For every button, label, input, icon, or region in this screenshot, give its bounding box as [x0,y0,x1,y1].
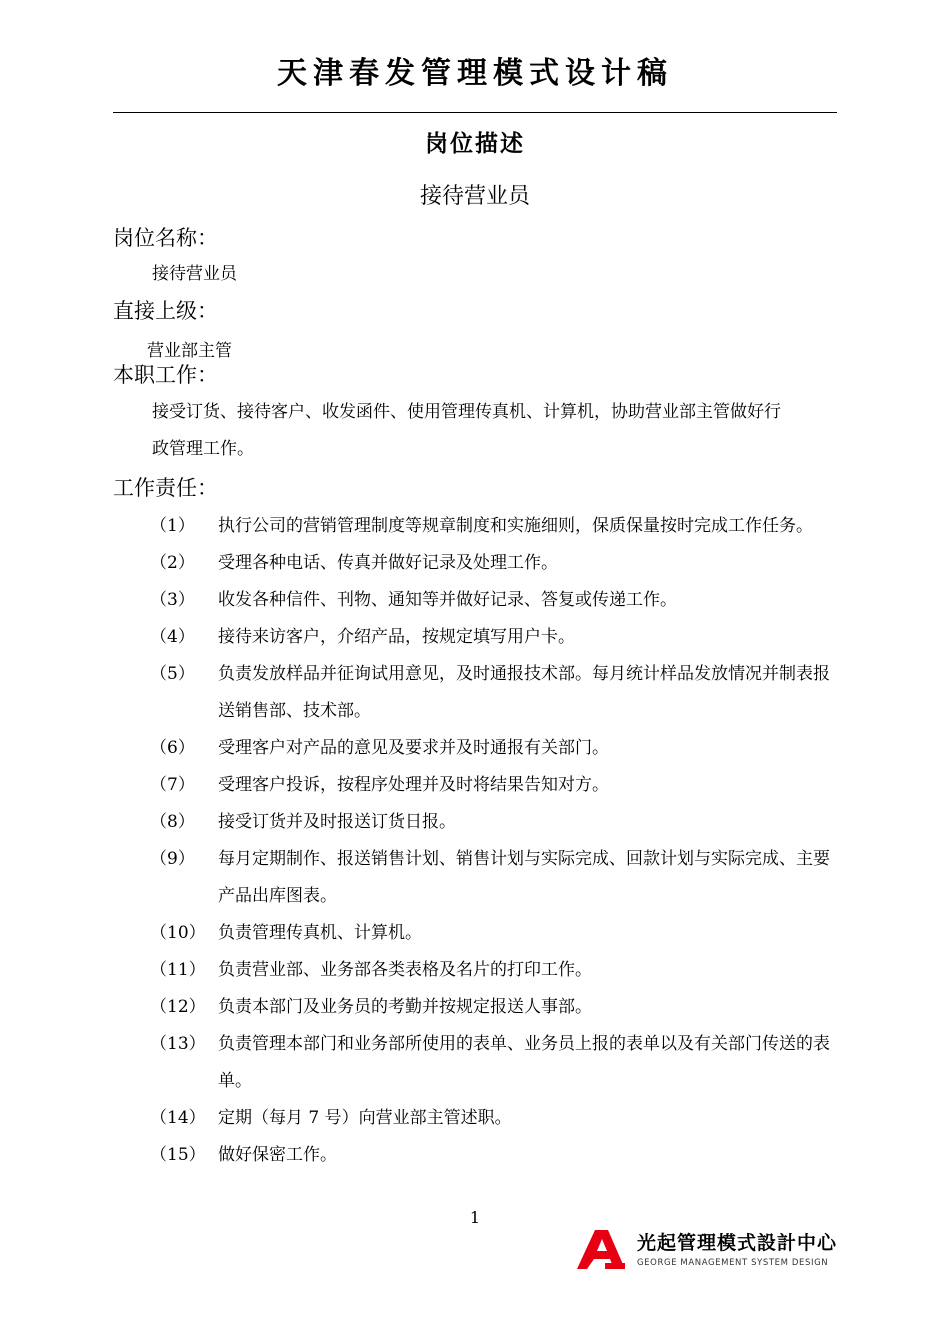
duty-text: 每月定期制作、报送销售计划、销售计划与实际完成、回款计划与实际完成、主要产品出库图表。 [218,849,830,906]
duty-item [150,656,850,730]
duty-number: （4） [150,627,195,647]
duty-text: 接待来访客户，介绍产品，按规定填写用户卡。 [218,627,575,647]
duty-item [150,1100,850,1137]
duty-text: 收发各种信件、刊物、通知等并做好记录、答复或传递工作。 [218,590,677,610]
duties-list [150,508,850,1174]
duty-text: 负责本部门及业务员的考勤并按规定报送人事部。 [218,997,592,1017]
duty-text: 负责发放样品并征询试用意见，及时通报技术部。每月统计样品发放情况并制表报送销售部、技术部。 [218,664,830,721]
role-label: 本职工作： [113,363,218,387]
publisher-logo [575,1228,845,1272]
duty-item [150,545,850,582]
duty-number: （13） [150,1034,206,1054]
logo-a-icon [575,1228,627,1270]
duty-number: （5） [150,664,195,684]
duty-item [150,841,850,915]
duty-text: 接受订货并及时报送订货日报。 [218,812,456,832]
duty-text: 定期（每月 7 号）向营业部主管述职。 [218,1108,512,1128]
section-heading: 岗位描述 [425,131,525,157]
duty-item [150,952,850,989]
page-number: 1 [469,1208,481,1227]
supervisor-value: 营业部主管 [147,341,232,361]
duty-item [150,508,850,545]
duty-number: （10） [150,923,206,943]
duty-number: （2） [150,553,195,573]
duty-number: （12） [150,997,206,1017]
duty-item [150,915,850,952]
duty-text: 负责营业部、业务部各类表格及名片的打印工作。 [218,960,592,980]
duty-text: 执行公司的营销管理制度等规章制度和实施细则，保质保量按时完成工作任务。 [218,516,813,536]
duty-text: 受理客户对产品的意见及要求并及时通报有关部门。 [218,738,609,758]
duty-text: 受理客户投诉，按程序处理并及时将结果告知对方。 [218,775,609,795]
position-title: 接待营业员 [419,184,530,209]
duty-text: 负责管理传真机、计算机。 [218,923,422,943]
duty-number: （7） [150,775,195,795]
position-name-label: 岗位名称： [113,226,218,250]
role-description-line2: 政管理工作。 [152,439,254,459]
duty-item [150,804,850,841]
supervisor-label: 直接上级： [113,299,218,323]
duty-number: （14） [150,1108,206,1128]
duty-number: （15） [150,1145,206,1165]
duties-label: 工作责任： [113,476,218,500]
role-description-line1: 接受订货、接待客户、收发函件、使用管理传真机、计算机，协助营业部主管做好行 [152,402,781,422]
duty-number: （6） [150,738,195,758]
duty-number: （11） [150,960,206,980]
header-divider [113,112,837,113]
document-title: 天津春发管理模式设计稿 [277,56,673,91]
duty-item [150,989,850,1026]
logo-chinese-name: 光起管理模式設計中心 [637,1232,838,1254]
duty-item [150,767,850,804]
logo-english-name: GEORGE MANAGEMENT SYSTEM DESIGN [637,1258,829,1268]
duty-number: （3） [150,590,195,610]
duty-number: （1） [150,516,195,536]
duty-number: （9） [150,849,195,869]
duty-number: （8） [150,812,195,832]
duty-text: 受理各种电话、传真并做好记录及处理工作。 [218,553,558,573]
duty-text: 做好保密工作。 [218,1145,337,1165]
duty-item [150,619,850,656]
duty-item [150,730,850,767]
duty-item [150,582,850,619]
position-name-value: 接待营业员 [152,264,237,284]
duty-item [150,1137,850,1174]
duty-item [150,1026,850,1100]
duty-text: 负责管理本部门和业务部所使用的表单、业务员上报的表单以及有关部门传送的表单。 [218,1034,830,1091]
